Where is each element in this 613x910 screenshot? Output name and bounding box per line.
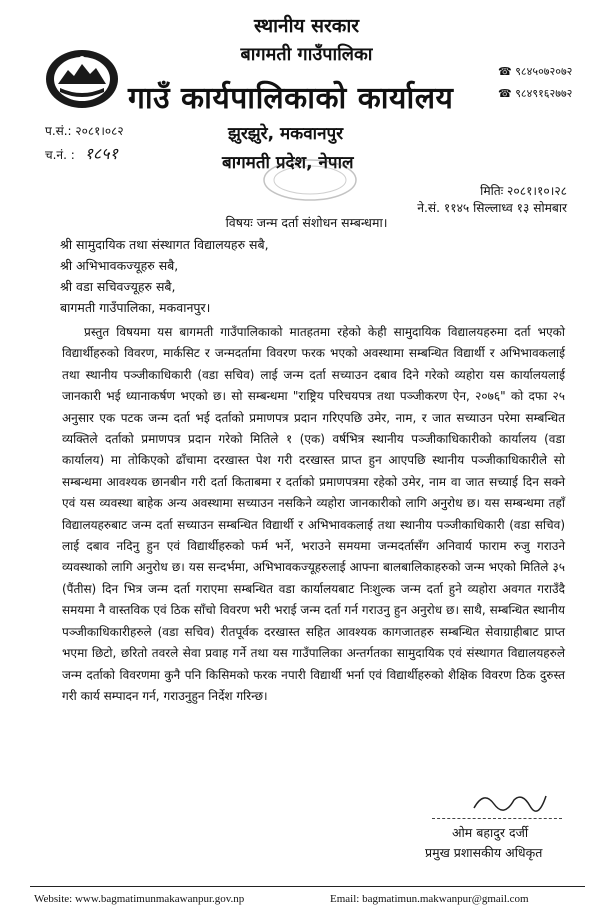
office-seal bbox=[260, 158, 360, 202]
signatory-name: ओम बहादुर दर्जी bbox=[452, 825, 529, 840]
phone-icon: ☎ bbox=[498, 65, 516, 78]
footer-website[interactable]: Website: www.bagmatimunmakawanpur.gov.np bbox=[34, 893, 245, 905]
recipient-1: श्री सामुदायिक तथा संस्थागत विद्यालयहरु सबै, bbox=[60, 237, 269, 252]
office-title: गाउँ कार्यपालिकाको कार्यालय bbox=[128, 81, 454, 116]
letterhead-line2: बागमती गाउँपालिका bbox=[240, 44, 373, 65]
phone-2: ☎ ९८४९१६२७७२ bbox=[498, 87, 573, 100]
date: मितिः २०८१।१०।२८ bbox=[480, 184, 567, 198]
nepal-sambat-date: ने.सं. ११४५ सिल्लाध्व १३ सोमबार bbox=[417, 201, 567, 215]
recipient-3: श्री वडा सचिवज्यूहरु सबै, bbox=[60, 279, 176, 294]
signatory-title: प्रमुख प्रशासकीय अधिकृत bbox=[425, 845, 543, 860]
dispatch-handwritten: १८५१ bbox=[84, 144, 118, 163]
recipient-4: बागमती गाउँपालिका, मकवानपुर। bbox=[60, 300, 211, 315]
phone-icon: ☎ bbox=[498, 87, 516, 100]
signature-scribble bbox=[470, 786, 550, 816]
signature-line bbox=[432, 818, 562, 819]
recipient-2: श्री अभिभावकज्यूहरु सबै, bbox=[60, 258, 179, 273]
ref-number: प.सं.: २०८१।०८२ bbox=[45, 124, 124, 138]
phone-1: ☎ ९८४५०७२०७२ bbox=[498, 65, 573, 78]
subject: विषयः जन्म दर्ता संशोधन सम्बन्धमा। bbox=[225, 215, 388, 230]
footer-email[interactable]: Email: bagmatimun.makwanpur@gmail.com bbox=[330, 893, 529, 905]
letter-body: प्रस्तुत विषयमा यस बागमती गाउँपालिकाको मातहतमा रहेको केही सामुदायिक विद्यालयहरुमा दर्ता भएको विद्यार्थीहरुको विवरण, मार्कसिट र जन्मदर्तामा विवरण फरक भएको अवस्थामा सम्बन्धित विद्यार्थी र अभिभावकलाई तथा स्थानीय पञ्जीकाधिकारी (वडा सचिव) लाई जन्म दर्ता सच्याउन दबाव दिने गरेको व्यहोरा यस कार्यालयलाई जानकारी भई ध्यानाकर्षण भएको छ। सो सम्बन्धमा "राष्ट्रिय परिचयपत्र तथा पञ्जीकरण ऐन, २०७६" को दफा २५ अनुसार एक पटक जन्म दर्ता भई दर्ताको प्रमाणपत्र प्रदान गरिएपछि उमेर, नाम, र जात सच्याउन परेमा सम्बन्धित व्यक्तिले दर्ताको प्रमाणपत्र प्रदान गरेको मितिले १ (एक) वर्षभित्र स्थानीय पञ्जीकाधिकारीको कार्यालय (वडा कार्यालय) मा तोकिएको ढाँचामा दरखास्त पेश गरी दरखास्त प्राप्त हुन आएपछि स्थानीय पञ्जीकाधिकारीले सो सम्बन्धमा आवश्यक छानबीन गरी दर्ता किताबमा र दर्ताको प्रमाणपत्रमा रहेको उमेर, नाम वा जात सच्याई दिन सक्ने एवं यस व्यवस्था बाहेक अन्य अवस्थामा सच्याउन नसकिने व्यहोरा जानकारीको लागि अनुरोध छ। यस सम्बन्धमा तहाँ विद्यालयहरुबाट जन्म दर्ता सच्याउन सम्बन्धित विद्यार्थी र अभिभावकलाई तथा स्थानीय पञ्जीकाधिकारी (वडा सचिव) लाई दबाव नदिनु हुन एवं विद्यार्थीहरुको फर्म भर्ने, भराउने समयमा जन्मदर्तासँग अनिवार्य फाराम रुजु गराउने व्यवस्थाको लागि अनुरोध छ। यस सन्दर्भमा, अभिभावकज्यूहरुलाई आफ्ना बालबालिकाहरुको जन्म भएको मितिले ३५ (पैंतीस) दिन भित्र जन्म दर्ता गराएमा सम्बन्धित वडा कार्यालयबाट निःशुल्क जन्म दर्ता हुने व्यहोरा अवगत गराउँदै समयमा नै वास्तविक एवं ठिक साँचो विवरण भरी भराई जन्म दर्ता गर्न गराउनु हुन अनुरोध छ। साथै, सम्बन्धित स्थानीय पञ्जीकाधिकारीहरुले (वडा सचिव) रीतपूर्वक दरखास्त सहित आवश्यक कागजातहरु सम्बन्धित सेवाग्राहीबाट प्राप्त भएमा छिटो, छरितो तवरले सेवा प्रवाह गर्ने तथा यस गाउँपालिका अन्तर्गतका सामुदायिक एवं संस्थागत विद्यालयहरुले जन्म दर्ताको विवरणमा कुनै पनि किसिमको फरक नपारी विद्यार्थी भर्ना एवं विद्यार्थीहरुको शैक्षिक विवरण ठिक दुरुस्त गरी कार्य सम्पादन गर्न, गराउनुहुन निर्देश गरिन्छ। bbox=[62, 325, 565, 703]
footer-divider bbox=[30, 886, 585, 887]
letterhead-line1: स्थानीय सरकार bbox=[253, 15, 360, 37]
office-location: झुरझुरे, मकवानपुर bbox=[228, 124, 344, 144]
dispatch-number: च.नं. : १८५१ bbox=[45, 144, 118, 163]
office-province: बागमती प्रदेश, नेपाल bbox=[222, 153, 354, 173]
